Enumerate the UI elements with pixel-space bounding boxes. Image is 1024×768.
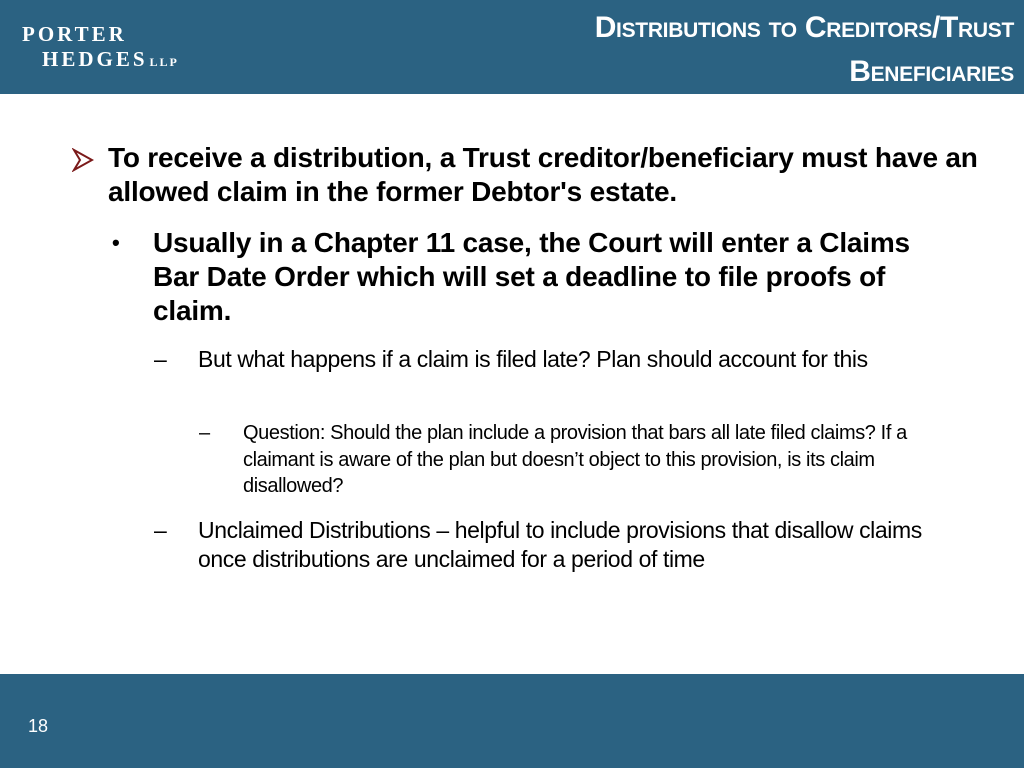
bullet-level-1: To receive a distribution, a Trust creditor/beneficiary must have an allowed claim in the former Debtor's estate. <box>108 142 978 207</box>
header-band <box>0 0 1024 94</box>
slide-title-line-1: Distributions to Creditors/Trust <box>594 11 1014 44</box>
bullet-level-3-unclaimed: Unclaimed Distributions – helpful to include provisions that disallow claims once distributions are unclaimed for a period of time <box>198 517 922 572</box>
dot-bullet-icon: • <box>112 230 120 255</box>
bullet-level-2: Usually in a Chapter 11 case, the Court will enter a Claims Bar Date Order which will set a deadline to file proofs of claim. <box>153 227 910 326</box>
slide-title <box>394 6 1014 94</box>
dash-bullet-icon: – <box>199 422 210 444</box>
dash-bullet-icon: – <box>154 346 167 372</box>
slide-title-line-2: Beneficiaries <box>849 55 1014 88</box>
logo-line-2 <box>22 47 179 75</box>
logo-line-2-text: HEDGES <box>42 47 148 71</box>
footer-band <box>0 674 1024 768</box>
page-number: 18 <box>28 716 49 736</box>
logo-line-1: PORTER <box>22 22 127 46</box>
logo-llp: LLP <box>149 55 179 69</box>
dash-bullet-icon: – <box>154 517 167 543</box>
bullet-level-4-question: Question: Should the plan include a provision that bars all late filed claims? If a claimant is aware of the plan but doesn’t object to this provision, is its claim disallowed? <box>243 422 907 497</box>
firm-logo <box>22 22 179 75</box>
bullet-level-3-late-claim: But what happens if a claim is filed late? Plan should account for this <box>198 346 868 372</box>
arrow-bullet-icon <box>72 148 94 172</box>
